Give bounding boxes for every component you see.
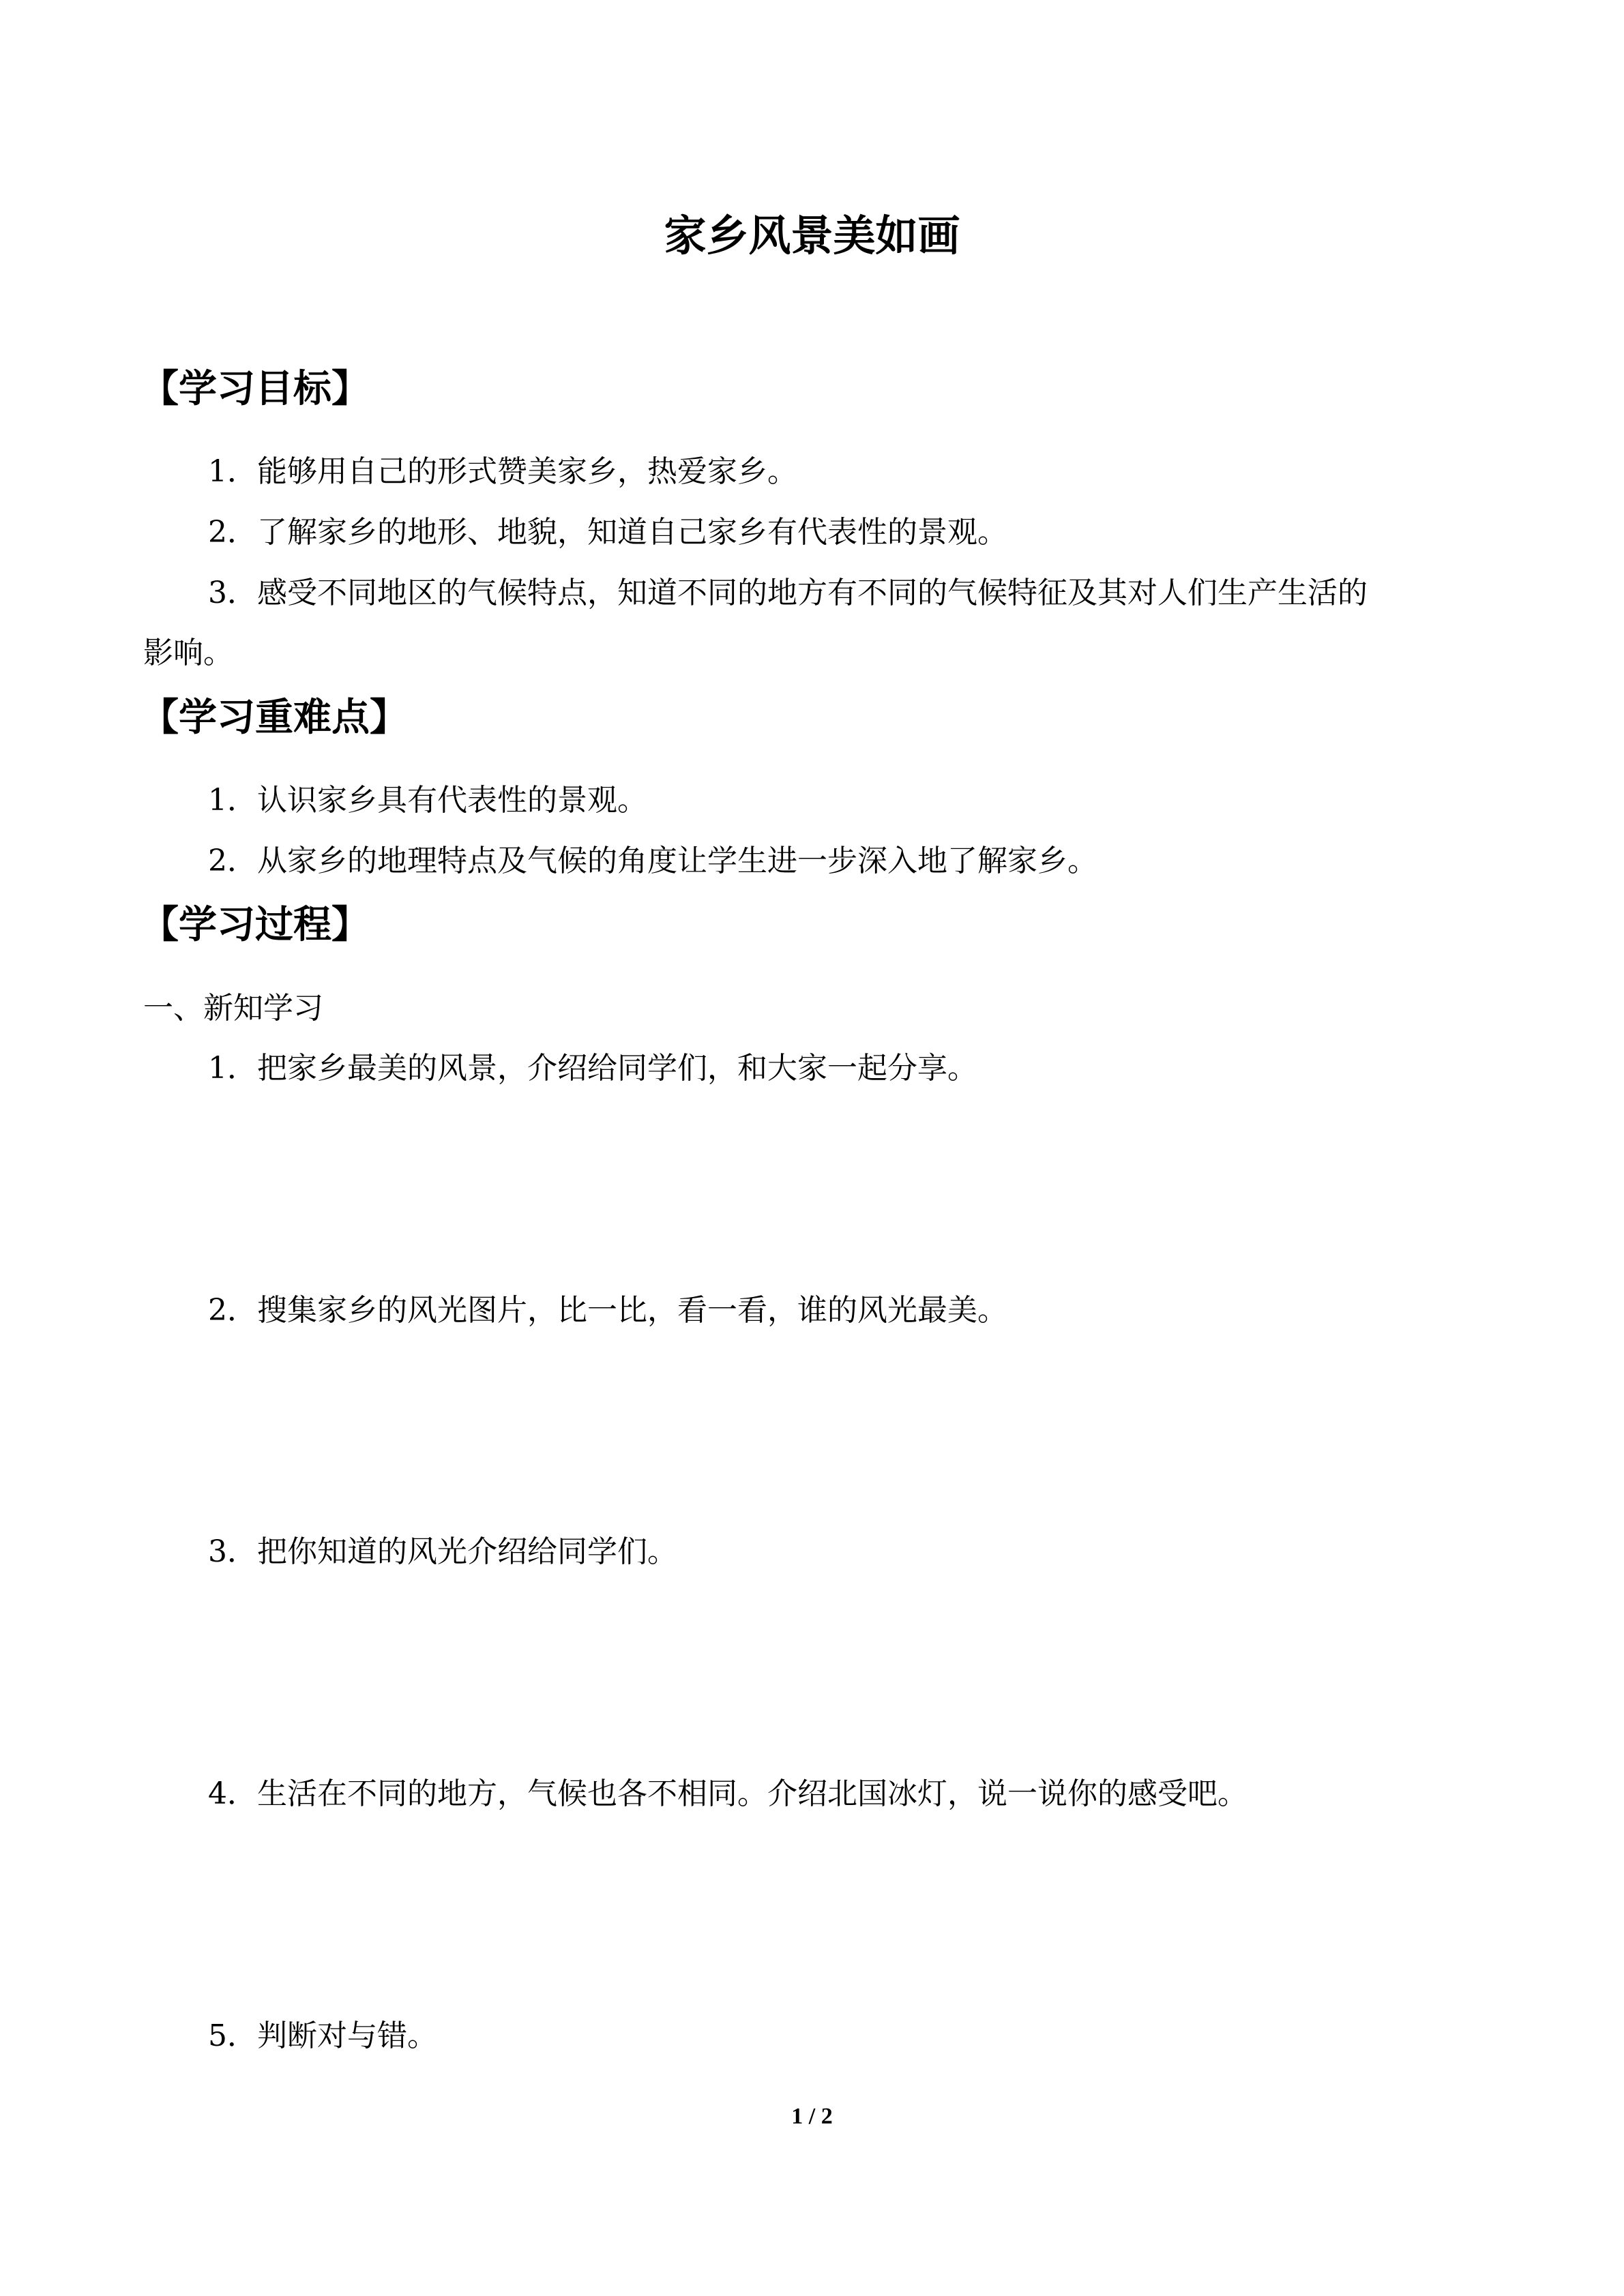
- section-heading-learning-process: 【学习过程】: [141, 902, 370, 947]
- process-item-5: 5．判断对与错。: [208, 2018, 437, 2053]
- goal-item-3: 3．感受不同地区的气候特点，知道不同的地方有不同的气候特征及其对人们生产生活的: [208, 576, 1368, 610]
- goal-item-2: 2．了解家乡的地形、地貌，知道自己家乡有代表性的景观。: [208, 515, 1007, 550]
- key-point-item-2: 2．从家乡的地理特点及气候的角度让学生进一步深入地了解家乡。: [208, 844, 1097, 878]
- goal-item-3-continuation: 影响。: [143, 636, 233, 670]
- process-item-2: 2．搜集家乡的风光图片，比一比，看一看，谁的风光最美。: [208, 1293, 1007, 1328]
- section-heading-learning-goals: 【学习目标】: [141, 366, 370, 411]
- process-item-1: 1．把家乡最美的风景，介绍给同学们，和大家一起分享。: [208, 1051, 977, 1086]
- process-item-3: 3．把你知道的风光介绍给同学们。: [208, 1534, 677, 1569]
- goal-item-1: 1．能够用自己的形式赞美家乡，热爱家乡。: [208, 454, 797, 489]
- page-number: 1 / 2: [791, 2104, 833, 2129]
- process-item-4: 4．生活在不同的地方，气候也各不相同。介绍北国冰灯，说一说你的感受吧。: [208, 1776, 1247, 1811]
- document-title: 家乡风景美如画: [664, 211, 960, 260]
- subsection-heading-new-knowledge: 一、新知学习: [143, 991, 323, 1026]
- section-heading-key-points: 【学习重难点】: [141, 695, 408, 740]
- key-point-item-1: 1．认识家乡具有代表性的景观。: [208, 783, 647, 818]
